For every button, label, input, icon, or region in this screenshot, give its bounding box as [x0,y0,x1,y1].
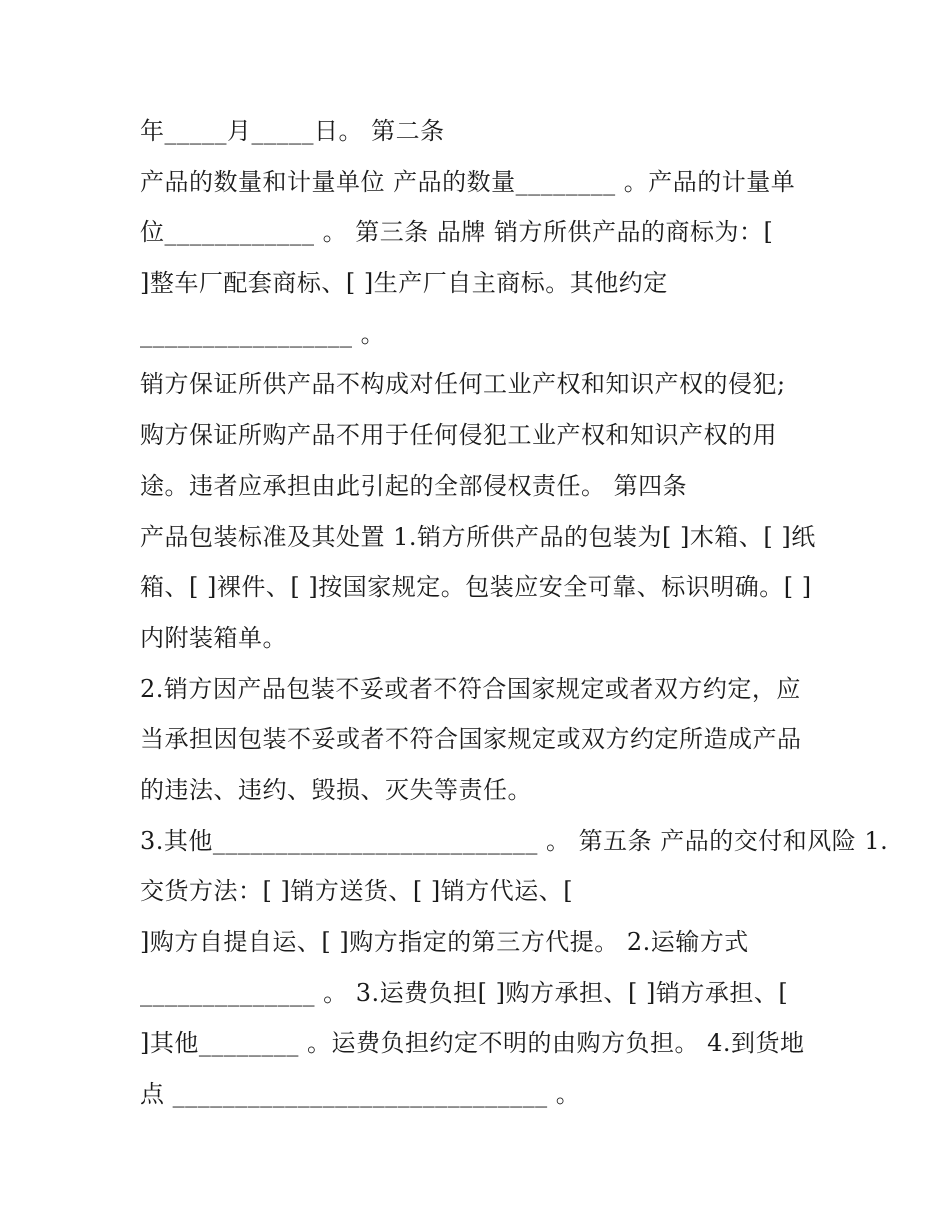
text-line: ]其他________ 。运费负担约定不明的由购方负担。 4.到货地 [140,1029,805,1058]
text-line: ]整车厂配套商标、[ ]生产厂自主商标。其他约定 [140,269,668,298]
text-line: 3.其他__________________________ 。 第五条 产品的交付和风险 1. [140,826,889,855]
text-line: 点 ______________________________ 。 [140,1080,581,1109]
text-line: 销方保证所供产品不构成对任何工业产权和知识产权的侵犯; [140,370,786,399]
text-line: 途。违者应承担由此引起的全部侵权责任。 第四条 [140,471,688,500]
text-line: 年_____月_____日。 第二条 [140,117,445,145]
text-line: 购方保证所购产品不用于任何侵犯工业产权和知识产权的用 [140,421,777,450]
text-line: 产品的数量和计量单位 产品的数量________ 。产品的计量单 [140,167,796,196]
text-line: 的违法、违约、毁损、灭失等责任。 [140,775,532,804]
text-line: 箱、[ ]裸件、[ ]按国家规定。包装应安全可靠、标识明确。[ ] [140,573,812,602]
text-line: 产品包装标准及其处置 1.销方所供产品的包装为[ ]木箱、[ ]纸 [140,522,816,551]
text-line: 位____________ 。 第三条 品牌 销方所供产品的商标为：[ [140,218,774,247]
text-line: ]购方自提自运、[ ]购方指定的第三方代提。 2.运输方式 [140,928,749,956]
text-line: 交货方法：[ ]销方送货、[ ]销方代运、[ [140,877,574,906]
text-line: 内附装箱单。 [140,623,287,652]
text-line: 2.销方因产品包装不妥或者不符合国家规定或者双方约定，应 [140,674,801,703]
document-body [140,106,889,1120]
text-line: _________________ 。 [140,319,386,348]
text-line: ______________ 。 3.运费负担[ ]购方承担、[ ]销方承担、[ [140,978,789,1007]
text-line: 当承担因包装不妥或者不符合国家规定或双方约定所造成产品 [140,725,802,754]
